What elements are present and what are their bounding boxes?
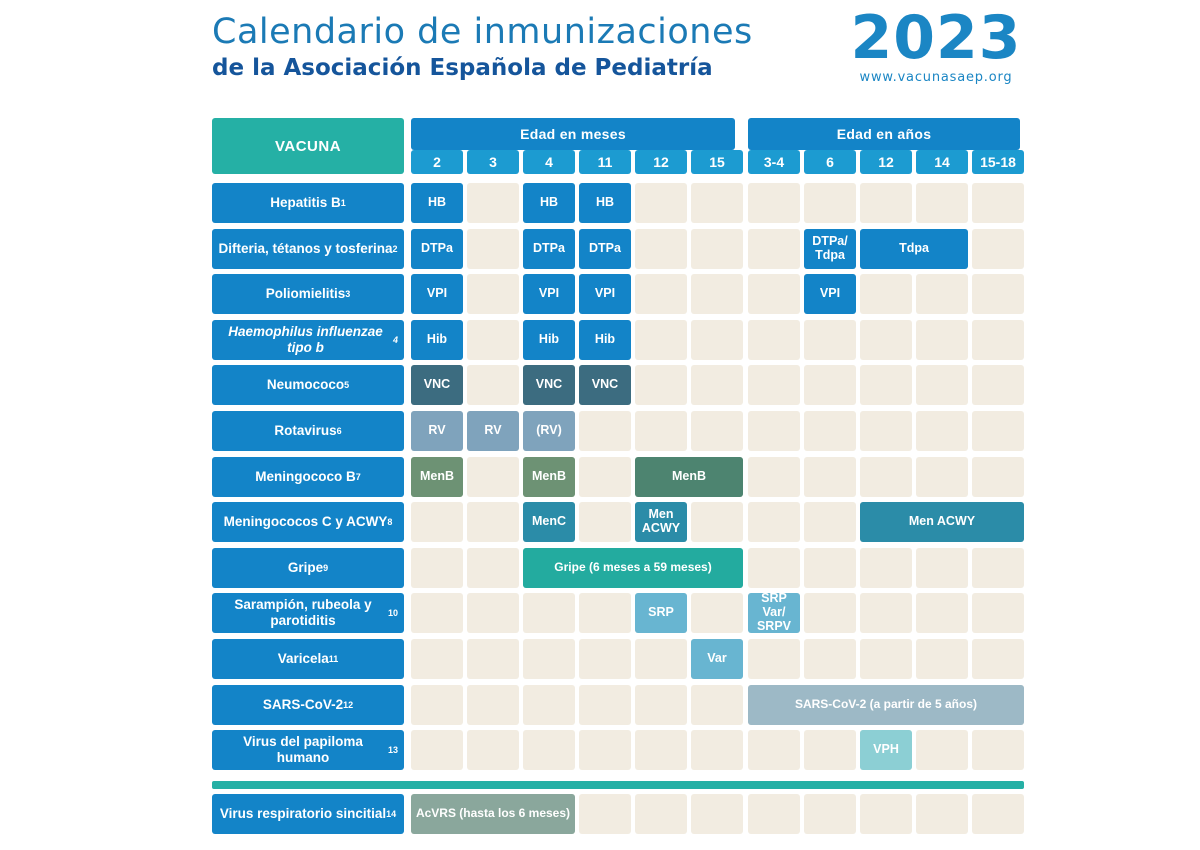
vaccine-column-header: VACUNA (212, 118, 404, 174)
dose-rv-18[interactable]: RV (411, 411, 463, 451)
cell-r7-c8 (804, 457, 856, 497)
age-column-11: 11 (579, 150, 631, 174)
cell-r14-c7 (748, 794, 800, 834)
cell-r5-c11 (972, 365, 1024, 405)
dose-acvrs-hasta-los-6-meses--33[interactable]: AcVRS (hasta los 6 meses) (411, 794, 575, 834)
dose-vpi-9[interactable]: VPI (523, 274, 575, 314)
dose-menc-24[interactable]: MenC (523, 502, 575, 542)
dose-var-30[interactable]: Var (691, 639, 743, 679)
vaccine-row-label-1: Hepatitis B 1 (212, 183, 404, 223)
age-column-12: 12 (635, 150, 687, 174)
dose-hib-13[interactable]: Hib (523, 320, 575, 360)
page-title: Calendario de inmunizaciones (212, 12, 753, 52)
cell-r11-c10 (916, 639, 968, 679)
cell-r1-c8 (804, 183, 856, 223)
cell-r3-c6 (691, 274, 743, 314)
cell-r13-c11 (972, 730, 1024, 770)
cell-r4-c9 (860, 320, 912, 360)
cell-r10-c2 (467, 593, 519, 633)
cell-r12-c6 (691, 685, 743, 725)
vaccine-row-label-11: Varicela 11 (212, 639, 404, 679)
cell-r8-c7 (748, 502, 800, 542)
cell-r3-c7 (748, 274, 800, 314)
vaccine-row-label-3: Poliomielitis 3 (212, 274, 404, 314)
dose-vpi-10[interactable]: VPI (579, 274, 631, 314)
cell-r2-c11 (972, 229, 1024, 269)
cell-r13-c7 (748, 730, 800, 770)
cell-r10-c10 (916, 593, 968, 633)
cell-r6-c7 (748, 411, 800, 451)
cell-r8-c2 (467, 502, 519, 542)
dose-dtpa-tdpa-6[interactable]: DTPa/ Tdpa (804, 229, 856, 269)
cell-r8-c8 (804, 502, 856, 542)
cell-r4-c8 (804, 320, 856, 360)
dose-men-acwy-26[interactable]: Men ACWY (860, 502, 1024, 542)
cell-r7-c2 (467, 457, 519, 497)
cell-r4-c7 (748, 320, 800, 360)
cell-r1-c2 (467, 183, 519, 223)
vaccine-row-label-4: Haemophilus influenzae tipo b 4 (212, 320, 404, 360)
cell-r13-c2 (467, 730, 519, 770)
age-column-14: 14 (916, 150, 968, 174)
age-column-2: 2 (411, 150, 463, 174)
cell-r13-c8 (804, 730, 856, 770)
cell-r14-c4 (579, 794, 631, 834)
dose-dtpa-4[interactable]: DTPa (523, 229, 575, 269)
cell-r6-c4 (579, 411, 631, 451)
cell-r11-c1 (411, 639, 463, 679)
cell-r6-c6 (691, 411, 743, 451)
vaccine-row-label-9: Gripe 9 (212, 548, 404, 588)
cell-r7-c4 (579, 457, 631, 497)
cell-r11-c7 (748, 639, 800, 679)
age-column-15: 15 (691, 150, 743, 174)
cell-r13-c10 (916, 730, 968, 770)
age-column-15-18: 15-18 (972, 150, 1024, 174)
cell-r10-c9 (860, 593, 912, 633)
cell-r2-c6 (691, 229, 743, 269)
dose-menb-22[interactable]: MenB (523, 457, 575, 497)
dose-vnc-17[interactable]: VNC (579, 365, 631, 405)
section-divider (212, 781, 1024, 789)
cell-r4-c2 (467, 320, 519, 360)
cell-r6-c8 (804, 411, 856, 451)
cell-r14-c6 (691, 794, 743, 834)
cell-r7-c9 (860, 457, 912, 497)
cell-r5-c8 (804, 365, 856, 405)
cell-r14-c5 (635, 794, 687, 834)
cell-r6-c9 (860, 411, 912, 451)
cell-r11-c2 (467, 639, 519, 679)
dose-srp-var-srpv-29[interactable]: SRP Var/ SRPV (748, 593, 800, 633)
vaccine-row-label-13: Virus del papiloma humano 13 (212, 730, 404, 770)
dose-srp-28[interactable]: SRP (635, 593, 687, 633)
cell-r13-c6 (691, 730, 743, 770)
cell-r14-c9 (860, 794, 912, 834)
group-header-years: Edad en años (748, 118, 1020, 150)
cell-r7-c7 (748, 457, 800, 497)
cell-r9-c7 (748, 548, 800, 588)
dose-vpi-8[interactable]: VPI (411, 274, 463, 314)
dose-vph-32[interactable]: VPH (860, 730, 912, 770)
cell-r5-c9 (860, 365, 912, 405)
cell-r2-c2 (467, 229, 519, 269)
cell-r11-c4 (579, 639, 631, 679)
age-column-12: 12 (860, 150, 912, 174)
cell-r12-c5 (635, 685, 687, 725)
vaccine-row-label-5: Neumococo 5 (212, 365, 404, 405)
cell-r9-c10 (916, 548, 968, 588)
dose-hb-2[interactable]: HB (579, 183, 631, 223)
cell-r4-c10 (916, 320, 968, 360)
vaccine-row-label-8: Meningococos C y ACWY 8 (212, 502, 404, 542)
cell-r11-c11 (972, 639, 1024, 679)
dose-sars-cov-2-a-partir-de-5-a-os--31[interactable]: SARS-CoV-2 (a partir de 5 años) (748, 685, 1024, 725)
cell-r6-c5 (635, 411, 687, 451)
website-url: www.vacunasaep.org (859, 70, 1013, 85)
cell-r11-c9 (860, 639, 912, 679)
cell-r8-c1 (411, 502, 463, 542)
dose-hib-14[interactable]: Hib (579, 320, 631, 360)
dose-gripe-6-meses-a-59-meses--27[interactable]: Gripe (6 meses a 59 meses) (523, 548, 743, 588)
cell-r13-c1 (411, 730, 463, 770)
cell-r1-c7 (748, 183, 800, 223)
cell-r10-c8 (804, 593, 856, 633)
dose-vnc-15[interactable]: VNC (411, 365, 463, 405)
cell-r2-c7 (748, 229, 800, 269)
cell-r10-c1 (411, 593, 463, 633)
age-column-3-4: 3-4 (748, 150, 800, 174)
cell-r1-c10 (916, 183, 968, 223)
cell-r7-c10 (916, 457, 968, 497)
cell-r9-c8 (804, 548, 856, 588)
group-header-months: Edad en meses (411, 118, 735, 150)
dose-hb-0[interactable]: HB (411, 183, 463, 223)
cell-r5-c7 (748, 365, 800, 405)
cell-r14-c11 (972, 794, 1024, 834)
cell-r6-c10 (916, 411, 968, 451)
cell-r5-c5 (635, 365, 687, 405)
cell-r4-c5 (635, 320, 687, 360)
cell-r9-c2 (467, 548, 519, 588)
year-label: 2023 (850, 3, 1022, 73)
cell-r3-c10 (916, 274, 968, 314)
cell-r2-c5 (635, 229, 687, 269)
cell-r6-c11 (972, 411, 1024, 451)
dose--rv--20[interactable]: (RV) (523, 411, 575, 451)
cell-r11-c8 (804, 639, 856, 679)
age-column-3: 3 (467, 150, 519, 174)
dose-hib-12[interactable]: Hib (411, 320, 463, 360)
cell-r5-c2 (467, 365, 519, 405)
cell-r13-c5 (635, 730, 687, 770)
cell-r8-c4 (579, 502, 631, 542)
cell-r4-c11 (972, 320, 1024, 360)
cell-r10-c3 (523, 593, 575, 633)
cell-r3-c9 (860, 274, 912, 314)
cell-r12-c2 (467, 685, 519, 725)
dose-vpi-11[interactable]: VPI (804, 274, 856, 314)
cell-r14-c10 (916, 794, 968, 834)
dose-men-acwy-25[interactable]: Men ACWY (635, 502, 687, 542)
dose-rv-19[interactable]: RV (467, 411, 519, 451)
cell-r1-c11 (972, 183, 1024, 223)
cell-r10-c4 (579, 593, 631, 633)
cell-r9-c11 (972, 548, 1024, 588)
vaccine-row-label-7: Meningococo B 7 (212, 457, 404, 497)
cell-r10-c11 (972, 593, 1024, 633)
cell-r8-c6 (691, 502, 743, 542)
dose-hb-1[interactable]: HB (523, 183, 575, 223)
dose-dtpa-3[interactable]: DTPa (411, 229, 463, 269)
vaccine-row-label-14: Virus respiratorio sincitial 14 (212, 794, 404, 834)
vaccine-row-label-6: Rotavirus 6 (212, 411, 404, 451)
cell-r14-c8 (804, 794, 856, 834)
cell-r13-c3 (523, 730, 575, 770)
cell-r7-c11 (972, 457, 1024, 497)
vaccine-row-label-12: SARS-CoV-2 12 (212, 685, 404, 725)
cell-r9-c1 (411, 548, 463, 588)
cell-r1-c9 (860, 183, 912, 223)
cell-r9-c9 (860, 548, 912, 588)
cell-r11-c5 (635, 639, 687, 679)
dose-dtpa-5[interactable]: DTPa (579, 229, 631, 269)
cell-r10-c6 (691, 593, 743, 633)
age-column-6: 6 (804, 150, 856, 174)
page-subtitle: de la Asociación Española de Pediatría (212, 54, 713, 81)
dose-tdpa-7[interactable]: Tdpa (860, 229, 968, 269)
cell-r5-c10 (916, 365, 968, 405)
dose-menb-21[interactable]: MenB (411, 457, 463, 497)
vaccine-row-label-10: Sarampión, rubeola y parotiditis 10 (212, 593, 404, 633)
cell-r12-c1 (411, 685, 463, 725)
cell-r5-c6 (691, 365, 743, 405)
cell-r12-c3 (523, 685, 575, 725)
cell-r1-c5 (635, 183, 687, 223)
cell-r3-c5 (635, 274, 687, 314)
cell-r3-c11 (972, 274, 1024, 314)
cell-r13-c4 (579, 730, 631, 770)
cell-r1-c6 (691, 183, 743, 223)
age-column-4: 4 (523, 150, 575, 174)
cell-r12-c4 (579, 685, 631, 725)
cell-r3-c2 (467, 274, 519, 314)
vaccine-row-label-2: Difteria, tétanos y tosferina 2 (212, 229, 404, 269)
cell-r11-c3 (523, 639, 575, 679)
dose-menb-23[interactable]: MenB (635, 457, 743, 497)
cell-r4-c6 (691, 320, 743, 360)
dose-vnc-16[interactable]: VNC (523, 365, 575, 405)
